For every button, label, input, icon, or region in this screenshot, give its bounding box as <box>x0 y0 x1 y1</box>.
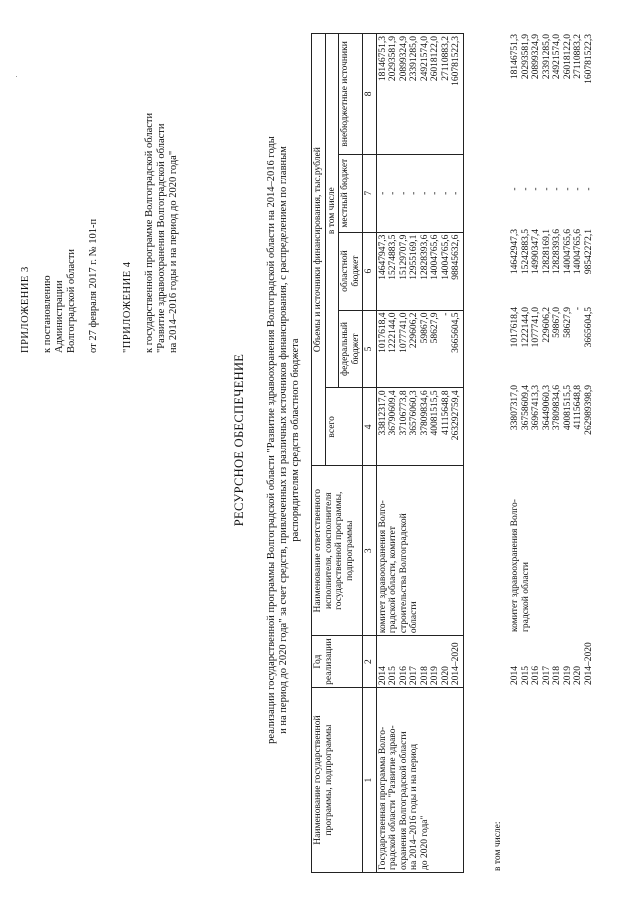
block1-executor-line-3: строительства Волгоградской <box>398 513 409 634</box>
block1-federal-value-1: 1017618,4 <box>377 312 388 353</box>
block1-federal <box>376 310 463 388</box>
block1-regional-value-3: 15129707,9 <box>398 234 409 280</box>
block1-total-value-2: 36790609,4 <box>388 390 398 436</box>
column-number-5: 5 <box>363 310 377 388</box>
block2-year-6: 2019 <box>562 666 573 685</box>
block1-offbudget <box>376 34 463 155</box>
block2-total-value-8: 262989398,9 <box>583 385 594 435</box>
block2-year-7: 2020 <box>573 666 583 685</box>
block1-offbudget-value-7: 27110883,2 <box>440 36 451 81</box>
block1-local-value-7: - <box>440 191 451 195</box>
block1-regional-value-1: 14647947,3 <box>377 234 388 280</box>
block1-regional <box>376 232 463 310</box>
block2-local-value-3: - <box>531 187 541 191</box>
block1-offbudget-value-5: 24921574,0 <box>419 36 430 82</box>
block1-federal-value-4: 229606,2 <box>409 312 419 349</box>
block1-year-8: 2014–2020 <box>451 642 461 686</box>
appendix4-line-1: к государственной программе Волгоградской области <box>144 112 155 353</box>
block1-offbudget-value-6: 26018122,0 <box>430 36 440 82</box>
header-regional: областной бюджет <box>339 232 363 310</box>
document-title: РЕСУРСНОЕ ОБЕСПЕЧЕНИЕ <box>232 353 246 527</box>
block1-total-value-1: 33812317,0 <box>377 390 388 436</box>
scan-dot <box>16 76 17 77</box>
block2-executor-line-2: градской области <box>520 561 531 632</box>
block1-year-3: 2016 <box>398 666 409 686</box>
block1-local-value-2: - <box>388 191 398 195</box>
block2-total-value-2: 36758609,4 <box>520 385 531 431</box>
appendix-date: от 27 февраля 2017 г. № 101-п <box>88 218 99 353</box>
block1-local <box>376 154 463 232</box>
block1-regional-value-4: 12955169,1 <box>409 234 419 280</box>
block2-federal-value-3: 1077741,0 <box>531 307 541 348</box>
appendix4-label: "ПРИЛОЖЕНИЕ 4 <box>122 261 133 353</box>
block1-local-value-5: - <box>419 191 430 195</box>
block2-year-4: 2017 <box>541 666 552 685</box>
block2-executor-line-1: комитет здравоохранения Волго- <box>510 499 520 632</box>
block1-total-value-3: 37106773,8 <box>398 390 409 436</box>
block2-total-value-5: 37809834,6 <box>552 385 562 431</box>
appendix-line-1: к постановлению <box>42 275 53 353</box>
appendix4-line-3: на 2014–2016 годы и на период до 2020 года" <box>168 150 179 353</box>
block1-years <box>376 636 463 688</box>
block2-local-value-4: - <box>541 187 552 191</box>
block2-total-value-1: 33807317,0 <box>510 385 520 431</box>
block1-total-value-5: 37809834,6 <box>419 390 430 436</box>
block1-federal-value-5: 59867,0 <box>419 312 430 344</box>
block2-offbudget <box>510 34 594 149</box>
title-line-3: распорядителям средств областного бюджета <box>290 338 301 542</box>
block2-years <box>510 635 594 685</box>
block1-federal-value-7: - <box>440 312 451 316</box>
block2-regional-value-3: 14990347,4 <box>531 229 541 275</box>
block2-local-value-8: - <box>583 187 594 191</box>
block1-regional-value-5: 12828393,6 <box>419 234 430 280</box>
block1-executor <box>376 466 463 636</box>
block2-year-8: 2014–2020 <box>583 642 594 685</box>
block1-federal-value-8: 3665604,5 <box>451 312 461 353</box>
block1-total <box>376 388 463 466</box>
block1-offbudget-value-1: 18146751,3 <box>377 36 388 82</box>
block2-total-value-6: 40081515,5 <box>562 385 573 431</box>
block2-regional-value-7: 14004765,6 <box>573 229 583 275</box>
block2-regional-value-5: 12828393,6 <box>552 229 562 275</box>
block1-program-line-5: до 2020 года" <box>419 815 430 870</box>
block2-federal-value-7: - <box>573 307 583 311</box>
block1-executor-line-1: комитет здравоохранения Волго- <box>377 500 388 634</box>
block2-federal-value-4: 229606,2 <box>541 307 552 343</box>
block2-regional <box>510 229 594 305</box>
block1-local-value-3: - <box>398 191 409 195</box>
block2-year-5: 2018 <box>552 666 562 685</box>
block1-regional-value-7: 14004765,6 <box>440 234 451 280</box>
block1-offbudget-value-4: 23391285,0 <box>409 36 419 82</box>
header-executor: Наименование ответственного исполнителя, соисполнителя государственной программы, подпрограммы <box>312 466 363 636</box>
column-number-4: 4 <box>363 388 377 466</box>
block2-local-value-6: - <box>562 187 573 191</box>
block1-row <box>376 34 463 873</box>
appendix-label: ПРИЛОЖЕНИЕ 3 <box>20 266 31 353</box>
block2-local-value-2: - <box>520 187 531 191</box>
block1-federal-value-6: 58627,9 <box>430 312 440 344</box>
block1-regional-value-6: 14004765,6 <box>430 234 440 280</box>
block1-regional-value-2: 15274883,5 <box>388 234 398 280</box>
block2-local <box>510 151 594 227</box>
block1-total-value-6: 40081515,5 <box>430 390 440 436</box>
header-federal: федеральный бюджет <box>339 310 363 388</box>
column-number-6: 6 <box>363 232 377 310</box>
block2-local-value-7: - <box>573 187 583 191</box>
block2-federal-value-6: 58627,9 <box>562 307 573 338</box>
block1-year-2: 2015 <box>388 666 398 686</box>
header-program: Наименование государственной программы, подпрограммы <box>312 688 363 873</box>
header-local: местный бюджет <box>339 154 363 232</box>
appendix-line-2: Администрации <box>54 280 65 353</box>
block1-total-value-8: 263292759,4 <box>451 390 461 441</box>
header-offbudget: внебюджетные источники <box>339 34 363 155</box>
appendix-line-3: Волгоградской области <box>66 248 77 353</box>
column-numbers-row <box>363 34 377 873</box>
block1-program-line-1: Государственная программа Волго- <box>377 726 388 870</box>
block1-local-value-6: - <box>430 191 440 195</box>
block1-program <box>376 688 463 873</box>
block1-year-1: 2014 <box>377 666 388 686</box>
block1-local-value-8: - <box>451 191 461 195</box>
header-volumes: Объемы и источники финансирования, тыс.рублей <box>312 34 326 466</box>
block2-offbudget-value-6: 26018122,0 <box>562 34 573 80</box>
block1-federal-value-2: 1222144,0 <box>388 312 398 353</box>
block2-offbudget-value-3: 20899324,9 <box>531 34 541 80</box>
block1-offbudget-value-8: 160781522,3 <box>451 36 461 86</box>
header-total: всего <box>325 388 363 466</box>
block2-total-value-7: 41115648,8 <box>573 385 583 430</box>
block2-local-value-1: - <box>510 187 520 191</box>
block1-regional-value-8: 98845632,6 <box>451 234 461 280</box>
block2-total-value-4: 36449060,3 <box>541 385 552 431</box>
block2-regional-value-4: 12828169,1 <box>541 229 552 275</box>
block2-federal-value-2: 1222144,0 <box>520 307 531 348</box>
block1-program-line-4: на 2014–2016 годы и на период <box>409 743 419 870</box>
header-year: Год реализации <box>312 636 363 688</box>
including-label: в том числе: <box>493 821 503 871</box>
block1-offbudget-value-2: 20293581,9 <box>388 36 398 82</box>
block1-year-7: 2020 <box>440 666 451 686</box>
block1-offbudget-value-3: 20899324,9 <box>398 36 409 82</box>
block2-year-2: 2015 <box>520 666 531 685</box>
block1-total-value-4: 36576060,3 <box>409 390 419 436</box>
header-including: в том числе <box>325 34 339 388</box>
block2-offbudget-value-4: 23391285,0 <box>541 34 552 80</box>
block2-regional-value-8: 98542272,1 <box>583 229 594 275</box>
block1-local-value-4: - <box>409 191 419 195</box>
block2-federal <box>510 307 594 383</box>
block1-program-line-2: градской области "Развитие здраво- <box>388 725 398 870</box>
block2-regional-value-2: 15242883,5 <box>520 229 531 275</box>
block2-regional-value-6: 14004765,6 <box>562 229 573 275</box>
block2-offbudget-value-5: 24921574,0 <box>552 34 562 80</box>
title-line-2: и на период до 2020 года" за счет средств, привлеченных из различных источников финансирования, с распределением по главным <box>278 146 289 734</box>
block2-offbudget-value-8: 160781522,3 <box>583 34 594 84</box>
block2-year-3: 2016 <box>531 666 541 685</box>
block1-federal-value-3: 1077741,0 <box>398 312 409 353</box>
title-line-1: реализации государственной программы Волгоградской области "Развитие здравоохранения Волгоградской области на 2014–2016 годы <box>266 136 277 744</box>
column-number-7: 7 <box>363 154 377 232</box>
column-number-2: 2 <box>363 636 377 688</box>
block1-executor-line-4: области <box>409 601 419 634</box>
block2-offbudget-value-1: 18146751,3 <box>510 34 520 80</box>
block2-executor <box>510 462 531 632</box>
block1-local-value-1: - <box>377 191 388 195</box>
appendix-header <box>20 23 180 353</box>
column-number-1: 1 <box>363 688 377 873</box>
block2-federal-value-1: 1017618,4 <box>510 307 520 348</box>
block2-year-1: 2014 <box>510 666 520 685</box>
block1-program-line-3: охранения Волгоградской области <box>398 731 409 870</box>
block1-year-4: 2017 <box>409 666 419 686</box>
column-number-8: 8 <box>363 34 377 155</box>
block1-year-5: 2018 <box>419 666 430 686</box>
block2-total-value-3: 36967413,3 <box>531 385 541 431</box>
block1-executor-line-2: градской области, комитет <box>388 526 398 634</box>
block2-federal-value-5: 59867,0 <box>552 307 562 338</box>
appendix4-line-2: "Развитие здравоохранения Волгоградской области <box>156 123 167 353</box>
block2-federal-value-8: 3665604,5 <box>583 307 594 348</box>
block2-local-value-5: - <box>552 187 562 191</box>
resource-table <box>311 33 464 873</box>
block1-total-value-7: 41115648,8 <box>440 390 451 435</box>
block2-regional-value-1: 14642947,3 <box>510 229 520 275</box>
block2-offbudget-value-2: 20293581,9 <box>520 34 531 80</box>
column-number-3: 3 <box>363 466 377 636</box>
block1-year-6: 2019 <box>430 666 440 686</box>
block2-offbudget-value-7: 27110883,2 <box>573 34 583 79</box>
block2-total <box>510 385 594 461</box>
